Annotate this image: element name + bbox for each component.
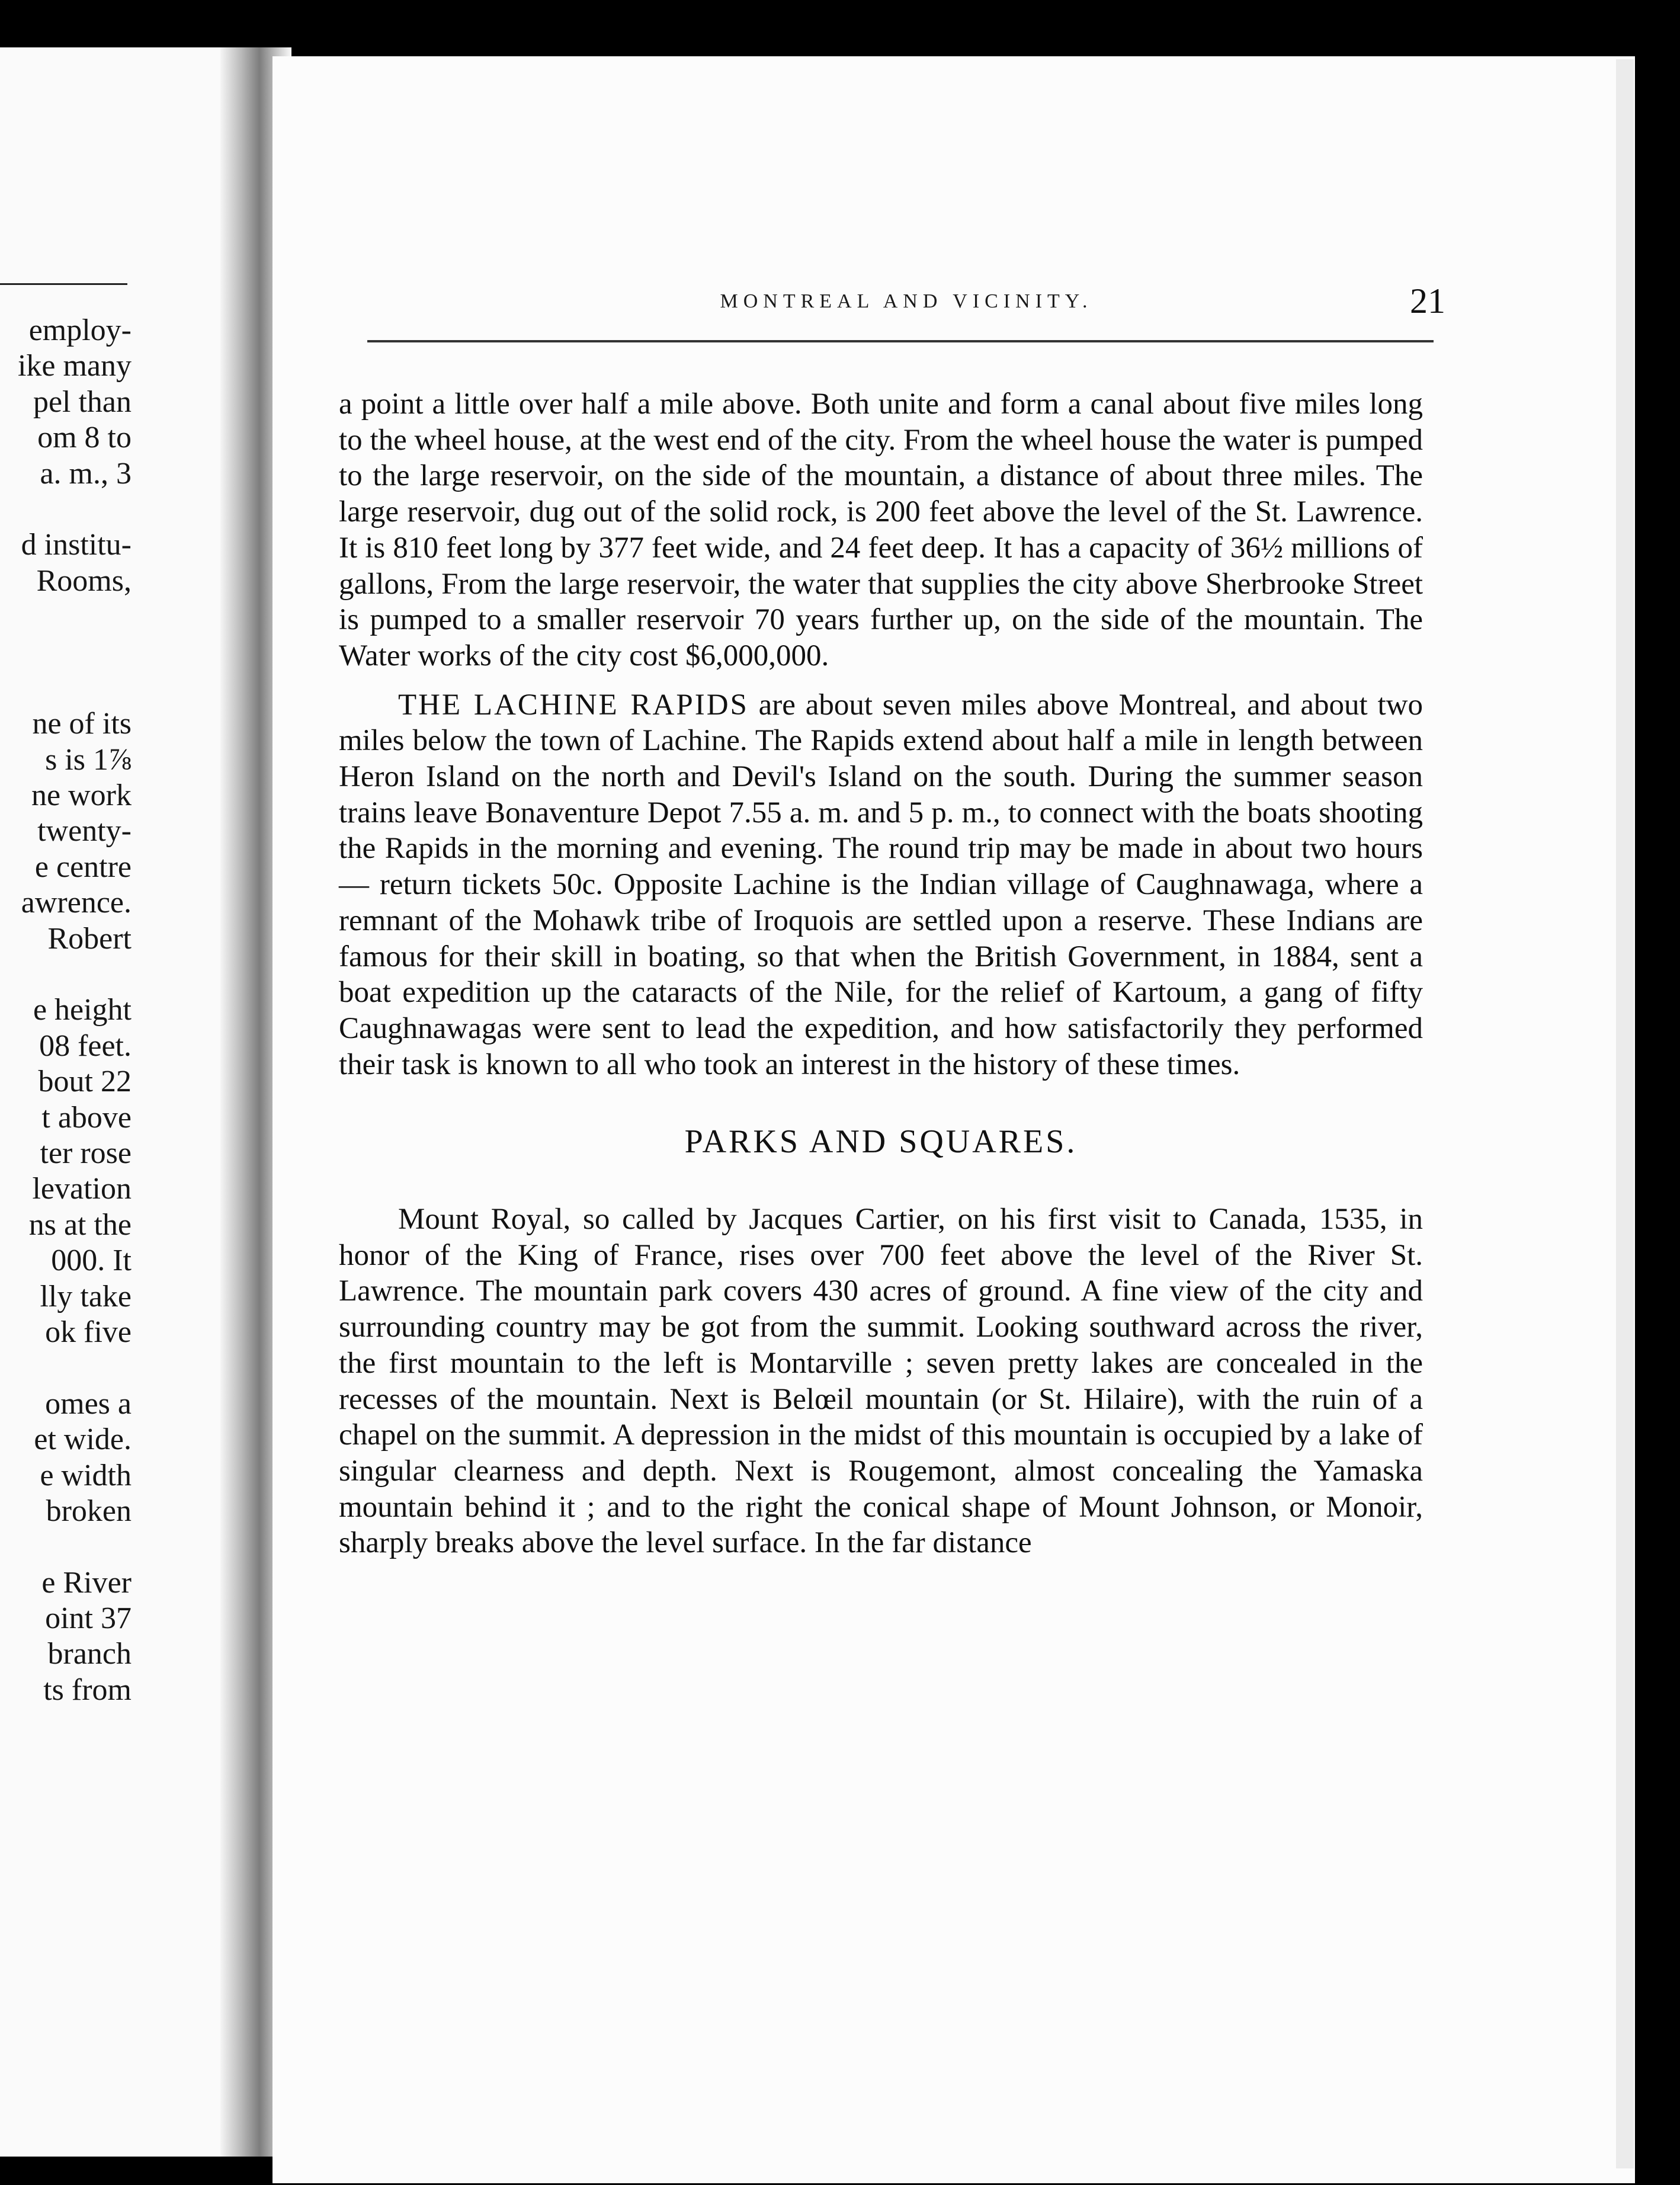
left-page-line	[0, 671, 132, 706]
left-page-line: branch	[47, 1637, 132, 1671]
left-page-line	[0, 957, 132, 992]
paragraph-lachine-rapids	[339, 687, 1423, 1083]
lachine-rapids-heading: THE LACHINE RAPIDS	[398, 688, 749, 722]
left-page-line: ne work	[31, 778, 132, 813]
left-page-line: Rooms,	[36, 563, 132, 598]
left-page-line: bout 22	[38, 1065, 132, 1099]
left-page-line: twenty-	[37, 814, 132, 848]
page-edge	[1616, 59, 1634, 2168]
left-page-line: lly take	[40, 1279, 132, 1313]
page-body	[339, 386, 1423, 1561]
left-page-line: e width	[40, 1458, 132, 1492]
page-number: 21	[1410, 281, 1445, 321]
section-title: PARKS AND SQUARES.	[684, 1123, 1078, 1161]
lachine-rapids-text: are about seven miles above Montreal, and about two miles below the town of Lachine. The Rapids extend about half a mile in length between Heron Island on the north and Devil's Island on the south. During the summer season trains leave Bonaventure Depot 7.55 a. m. and 5 p. m., to connect with the boats shooting the Rapids in the morning and evening. The round trip may be made in about two hours — return tickets 50c. Opposite Lachine is the Indian village of Caughnawaga, where a remnant of the Mohawk tribe of Iroquois are settled upon a reserve. These Indians are famous for their skill in boating, so that when the British Government, in 1884, sent a boat expedition up the cataracts of the Nile, for the relief of Kartoum, a gang of fifty Caughnawagas were sent to lead the expedition, and how satisfactorily they performed their task is known to all who took an interest in the history of these times.	[339, 688, 1423, 1081]
left-page-line: e centre	[34, 850, 132, 884]
left-page-line: ne of its	[32, 707, 132, 741]
running-head: MONTREAL AND VICINITY.	[720, 290, 1093, 312]
left-page-line: ns at the	[28, 1207, 132, 1242]
left-page-line: a. m., 3	[40, 456, 132, 491]
left-page-line: t above	[41, 1100, 132, 1135]
left-page-line: Robert	[47, 921, 132, 956]
left-page-line: levation	[32, 1172, 132, 1206]
left-page-line: d institu-	[21, 528, 132, 562]
left-page-line	[0, 1350, 132, 1386]
left-page-line: 08 feet.	[39, 1029, 132, 1063]
left-page-line: employ-	[28, 313, 132, 347]
left-page-line	[0, 1529, 132, 1565]
left-page-line	[0, 492, 132, 527]
left-page-line: broken	[46, 1494, 132, 1528]
left-page-text	[0, 313, 132, 1708]
left-page-line: 000. It	[51, 1244, 132, 1278]
left-page-line: ter rose	[40, 1136, 132, 1170]
left-page-line: et wide.	[34, 1423, 132, 1457]
paragraph-mount-royal: Mount Royal, so called by Jacques Cartier, on his first visit to Canada, 1535, in honor of the King of France, rises over 700 feet above the level of the River St. Lawrence. The mountain park covers 430 acres of ground. A fine view of the city and surrounding country may be got from the summit. Looking southward across the river, the first mountain to the left is Montarville ; seven pretty lakes are concealed in the recesses of the mountain. Next is Belœil mountain (or St. Hilaire), with the ruin of a chapel on the summit. A depression in the midst of this mountain is occupied by a lake of singular clearness and depth. Next is Rougemont, almost concealing the Yamaska mountain behind it ; and to the right the conical shape of Mount Johnson, or Monoir, sharply breaks above the level surface. In the far distance	[339, 1203, 1423, 1560]
left-page-line	[0, 599, 132, 635]
left-page-line: pel than	[33, 385, 132, 419]
left-page-line: awrence.	[21, 886, 132, 920]
left-page-line	[0, 635, 132, 671]
paragraph-waterworks: a point a little over half a mile above. Both unite and form a canal about five miles long to the wheel house, at the west end of the city. From the wheel house the water is pumped to the large reservoir, on the side of the mountain, a distance of about three miles. The large reservoir, dug out of the solid rock, is 200 feet above the level of the St. Lawrence. It is 810 feet long by 377 feet wide, and 24 feet deep. It has a capacity of 36½ millions of gallons, From the large reservoir, the water that supplies the city above Sherbrooke Street is pumped to a smaller reservoir 70 years further up, on the side of the mountain. The Water works of the city cost $6,000,000.	[339, 387, 1423, 672]
left-page-line: e River	[41, 1565, 132, 1600]
header-rule	[367, 340, 1434, 342]
left-page-line: s is 1⅞	[45, 742, 132, 777]
left-page-line: omes a	[45, 1386, 132, 1421]
left-page-line: ts from	[43, 1673, 132, 1707]
left-page-line: om 8 to	[37, 421, 132, 455]
left-page-line: oint 37	[45, 1601, 132, 1636]
left-page-line: ike many	[17, 349, 132, 383]
left-page-head-rule	[0, 283, 127, 285]
left-page-line: e height	[33, 993, 132, 1027]
left-page-line: ok five	[45, 1315, 132, 1349]
